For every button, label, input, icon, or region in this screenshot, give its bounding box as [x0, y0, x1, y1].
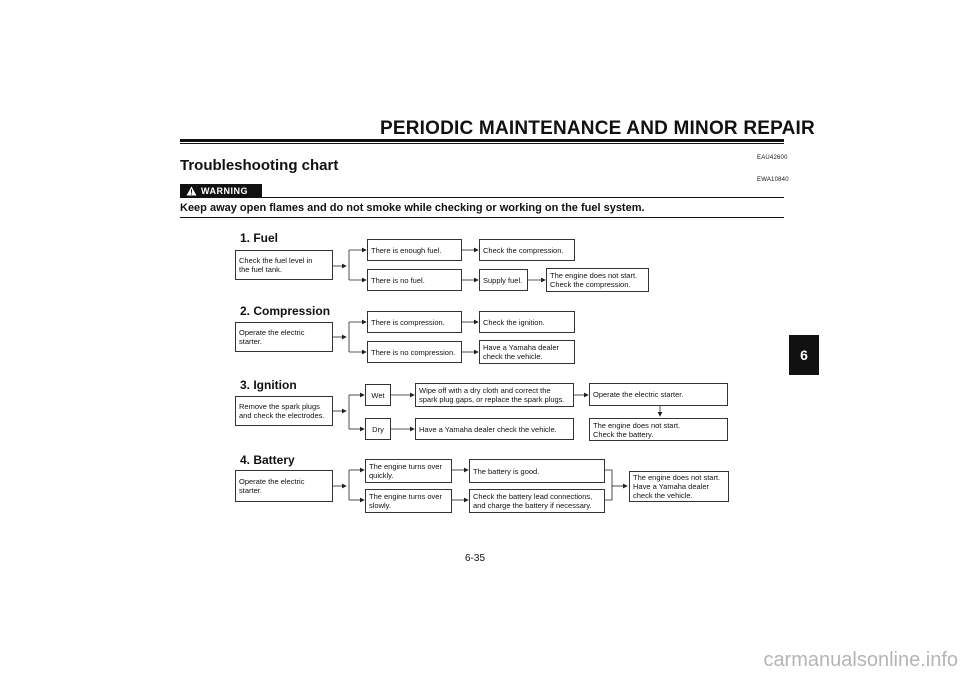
fuel-not-start-box [546, 268, 649, 292]
fuel-check-compression-text: Check the compression. [483, 245, 564, 255]
ignition-dealer-text: Have a Yamaha dealer check the vehicle. [419, 424, 557, 434]
compression-dealer-box [479, 340, 575, 364]
fuel-not-start-line2: Check the compression. [550, 280, 631, 289]
warning-text: Keep away open flames and do not smoke while checking or working on the fuel system. [180, 202, 645, 214]
ignition-dealer-box [415, 418, 574, 440]
fuel-enough-box [367, 239, 462, 261]
battery-slow-line2: slowly. [369, 501, 391, 510]
warning-ref-code: EWA10840 [757, 177, 789, 183]
compression-dealer-line2: check the vehicle. [483, 352, 543, 361]
fuel-start-line2: the fuel tank. [239, 265, 282, 274]
fuel-not-start-line1: The engine does not start. [550, 271, 638, 280]
battery-end-box [629, 471, 729, 502]
battery-good-box [469, 459, 605, 483]
ignition-start-line1: Remove the spark plugs [239, 402, 320, 411]
ignition-wipe-box [415, 383, 574, 407]
section-title: Troubleshooting chart [180, 157, 339, 174]
compression-yes-box [367, 311, 462, 333]
battery-quick-line2: quickly. [369, 471, 394, 480]
ignition-not-start-box [589, 418, 728, 441]
compression-dealer-line1: Have a Yamaha dealer [483, 343, 560, 352]
compression-yes-text: There is compression. [371, 317, 445, 327]
battery-end-line1: The engine does not start. [633, 473, 721, 482]
chapter-tab: 6 [789, 335, 819, 375]
ignition-step-title: 3. Ignition [240, 378, 297, 392]
fuel-step-title: 1. Fuel [240, 231, 279, 245]
battery-charge-line1: Check the battery lead connections, [473, 492, 593, 501]
battery-step-title: 4. Battery [240, 453, 295, 467]
fuel-none-text: There is no fuel. [371, 275, 425, 285]
fuel-supply-box [479, 269, 528, 291]
battery-slow-box [365, 489, 452, 513]
battery-good-text: The battery is good. [473, 466, 540, 476]
ignition-start-box [235, 396, 333, 426]
ignition-operate-text: Operate the electric starter. [593, 390, 684, 399]
compression-check-ignition-text: Check the ignition. [483, 317, 545, 327]
ignition-wet-box [365, 384, 391, 406]
compression-step-title: 2. Compression [240, 304, 331, 318]
ignition-wipe-line1: Wipe off with a dry cloth and correct the [419, 386, 551, 395]
battery-quick-line1: The engine turns over [369, 462, 442, 471]
battery-start-box [235, 470, 333, 502]
fuel-start-box [235, 250, 333, 280]
ignition-dry-box [365, 418, 391, 440]
battery-charge-box [469, 489, 605, 513]
compression-start-text: Operate the electric starter. [239, 328, 305, 346]
ignition-dry-text: Dry [372, 424, 384, 434]
fuel-start-line1: Check the fuel level in [239, 256, 313, 265]
ignition-start-line2: and check the electrodes. [239, 411, 325, 420]
battery-quick-box [365, 459, 452, 483]
ignition-wipe-line2: spark plug gaps, or replace the spark plugs. [419, 395, 565, 404]
battery-charge-line2: and charge the battery if necessary. [473, 501, 592, 510]
compression-no-text: There is no compression. [371, 347, 456, 357]
page-number: 6-35 [465, 553, 486, 564]
battery-slow-line1: The engine turns over [369, 492, 442, 501]
battery-end-line2: Have a Yamaha dealer [633, 482, 710, 491]
warning-label: WARNING [201, 186, 248, 196]
compression-no-box [367, 341, 462, 363]
battery-end-line3: check the vehicle. [633, 491, 693, 500]
page-header-title: PERIODIC MAINTENANCE AND MINOR REPAIR [380, 118, 815, 139]
ignition-operate-box [589, 383, 728, 406]
fuel-supply-text: Supply fuel. [483, 275, 523, 285]
fuel-enough-text: There is enough fuel. [371, 245, 442, 255]
compression-check-ignition-box [479, 311, 575, 333]
battery-start-text: Operate the electric starter. [239, 477, 305, 495]
section-ref-code: EAU42600 [757, 155, 788, 161]
watermark: carmanualsonline.info [763, 649, 958, 671]
fuel-none-box [367, 269, 462, 291]
fuel-check-compression-box [479, 239, 575, 261]
ignition-not-start-line2: Check the battery. [593, 429, 654, 439]
ignition-not-start-line1: The engine does not start. [593, 420, 681, 430]
ignition-wet-text: Wet [371, 390, 385, 400]
compression-start-box [235, 322, 333, 352]
